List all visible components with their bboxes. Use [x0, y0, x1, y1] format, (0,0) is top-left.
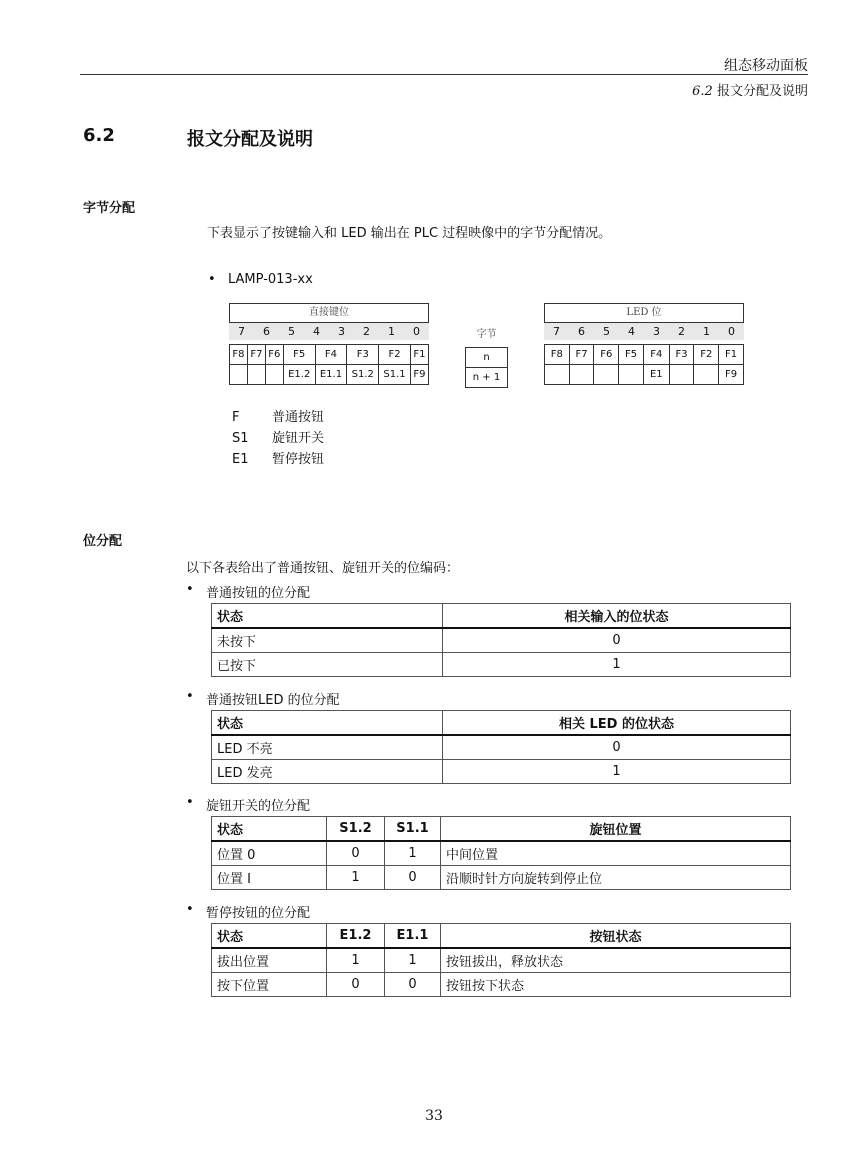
table-row	[212, 948, 791, 973]
cell: 0	[385, 973, 441, 997]
bit-cell	[230, 365, 248, 385]
col-header: 相关输入的位状态	[443, 604, 791, 629]
bit-number: 0	[728, 325, 735, 338]
col-header: E1.2	[327, 924, 385, 949]
cell: 1	[327, 948, 385, 973]
section-number: 6.2	[83, 125, 115, 146]
byte-cell: n	[466, 348, 508, 368]
bit-cell: F2	[379, 345, 411, 365]
table-row	[212, 866, 791, 890]
bit-cell: E1	[643, 365, 669, 385]
bit-cell	[545, 365, 570, 385]
cell: 拔出位置	[212, 948, 327, 973]
running-header-section	[692, 80, 808, 99]
table3-title: • 旋钮开关的位分配	[206, 795, 310, 814]
header-section-number: 6.2	[692, 84, 713, 99]
byte-label: 字节	[476, 329, 497, 340]
bit-cell	[594, 365, 619, 385]
bit-number: 4	[628, 325, 635, 338]
bit-number: 5	[288, 325, 295, 338]
table-row	[212, 973, 791, 997]
page-number: 33	[425, 1108, 443, 1124]
byte-row-n1	[545, 365, 744, 385]
bit-cell	[247, 365, 265, 385]
bit-cell: F2	[694, 345, 719, 365]
bit-cell	[265, 365, 283, 385]
bit-number-row	[229, 323, 429, 340]
col-header: S1.1	[385, 817, 441, 842]
bit-alloc-intro: 以下各表给出了普通按钮、旋钮开关的位编码：	[186, 561, 460, 576]
bit-cell: F8	[545, 345, 570, 365]
table2-title: • 普通按钮LED 的位分配	[206, 689, 340, 708]
section-title: 报文分配及说明	[187, 129, 313, 150]
col-header: S1.2	[327, 817, 385, 842]
byte-column	[465, 326, 508, 388]
bit-cell: F5	[283, 345, 315, 365]
col-header: E1.1	[385, 924, 441, 949]
cell: 中间位置	[441, 841, 791, 866]
bit-cell: F9	[410, 365, 428, 385]
bit-cell: F4	[643, 345, 669, 365]
table-row	[212, 760, 791, 784]
bit-alloc-heading: 位分配	[83, 534, 123, 549]
legend-desc: 暂停按钮	[272, 452, 325, 467]
col-header: 按钮状态	[441, 924, 791, 949]
table-row	[212, 653, 791, 677]
bit-cell: F7	[247, 345, 265, 365]
bit-number: 6	[578, 325, 585, 338]
legend-key: F	[232, 410, 240, 425]
cell: 按钮按下状态	[441, 973, 791, 997]
bit-cell: F8	[230, 345, 248, 365]
bit-number: 4	[313, 325, 320, 338]
col-header: 状态	[212, 817, 327, 842]
byte-alloc-heading: 字节分配	[83, 201, 136, 216]
bit-cell: F5	[619, 345, 644, 365]
direct-key-table	[229, 344, 429, 385]
bit-number: 5	[603, 325, 610, 338]
bit-cell	[694, 365, 719, 385]
byte-row-n	[230, 345, 429, 365]
bit-cell: F1	[410, 345, 428, 365]
legend-key: E1	[232, 452, 249, 467]
led-bit-state-table	[211, 710, 791, 784]
bit-cell: F7	[569, 345, 594, 365]
cell: 按钮拔出，释放状态	[441, 948, 791, 973]
cell: 0	[443, 628, 791, 653]
legend	[232, 406, 324, 469]
cell: 已按下	[212, 653, 443, 677]
bit-number: 3	[653, 325, 660, 338]
table4-title: • 暂停按钮的位分配	[206, 902, 310, 921]
direct-key-header: 直接键位	[229, 303, 429, 323]
bit-cell: F6	[594, 345, 619, 365]
table-row	[212, 735, 791, 760]
col-header: 相关 LED 的位状态	[443, 711, 791, 736]
bit-number: 3	[338, 325, 345, 338]
bit-number: 7	[238, 325, 245, 338]
cell: 未按下	[212, 628, 443, 653]
col-header: 状态	[212, 604, 443, 629]
bit-cell	[619, 365, 644, 385]
byte-alloc-bullet: • LAMP-013-xx	[228, 272, 313, 287]
legend-desc: 普通按钮	[272, 410, 325, 425]
bit-cell: S1.2	[347, 365, 379, 385]
bit-cell: S1.1	[379, 365, 411, 385]
bit-cell	[669, 365, 694, 385]
bit-cell: F6	[265, 345, 283, 365]
col-header: 状态	[212, 711, 443, 736]
led-bit-table	[544, 344, 744, 385]
cell: 位置 0	[212, 841, 327, 866]
bit-cell: F3	[669, 345, 694, 365]
header-section-text: 报文分配及说明	[716, 84, 808, 99]
table-row	[212, 841, 791, 866]
button-bit-table	[211, 603, 791, 677]
byte-row-n1	[230, 365, 429, 385]
legend-desc: 旋钮开关	[272, 431, 325, 446]
bit-cell	[569, 365, 594, 385]
bit-number: 7	[553, 325, 560, 338]
col-header: 旋钮位置	[441, 817, 791, 842]
led-bit-header: LED 位	[544, 303, 744, 323]
direct-key-diagram	[229, 303, 429, 385]
table-row	[212, 628, 791, 653]
col-header: 状态	[212, 924, 327, 949]
header-rule	[80, 74, 808, 75]
legend-item	[232, 448, 324, 469]
led-bit-diagram	[544, 303, 744, 385]
cell: 0	[443, 735, 791, 760]
cell: 沿顺时针方向旋转到停止位	[441, 866, 791, 890]
byte-alloc-intro: 下表显示了按键输入和 LED 输出在 PLC 过程映像中的字节分配情况。	[207, 226, 612, 241]
bit-number: 0	[413, 325, 420, 338]
running-header-title: 组态移动面板	[724, 58, 808, 74]
bit-number: 6	[263, 325, 270, 338]
bit-number: 2	[678, 325, 685, 338]
cell: LED 不亮	[212, 735, 443, 760]
cell: 1	[327, 866, 385, 890]
cell: 按下位置	[212, 973, 327, 997]
byte-table	[465, 347, 508, 388]
rotary-switch-table	[211, 816, 791, 890]
cell: 0	[385, 866, 441, 890]
bit-cell: F3	[347, 345, 379, 365]
cell: 1	[385, 841, 441, 866]
bit-number: 2	[363, 325, 370, 338]
legend-key: S1	[232, 431, 249, 446]
byte-row-n	[545, 345, 744, 365]
bit-cell: F1	[719, 345, 744, 365]
cell: 0	[327, 973, 385, 997]
bit-cell: F9	[719, 365, 744, 385]
cell: LED 发亮	[212, 760, 443, 784]
cell: 1	[385, 948, 441, 973]
cell: 0	[327, 841, 385, 866]
cell: 位置 I	[212, 866, 327, 890]
cell: 1	[443, 760, 791, 784]
bit-number: 1	[388, 325, 395, 338]
bit-cell: E1.1	[315, 365, 347, 385]
bit-cell: E1.2	[283, 365, 315, 385]
legend-item	[232, 406, 324, 427]
bit-number: 1	[703, 325, 710, 338]
cell: 1	[443, 653, 791, 677]
bit-number-row	[544, 323, 744, 340]
legend-item	[232, 427, 324, 448]
pause-button-table	[211, 923, 791, 997]
table1-title: • 普通按钮的位分配	[206, 582, 310, 601]
byte-cell: n + 1	[466, 368, 508, 388]
bit-cell: F4	[315, 345, 347, 365]
